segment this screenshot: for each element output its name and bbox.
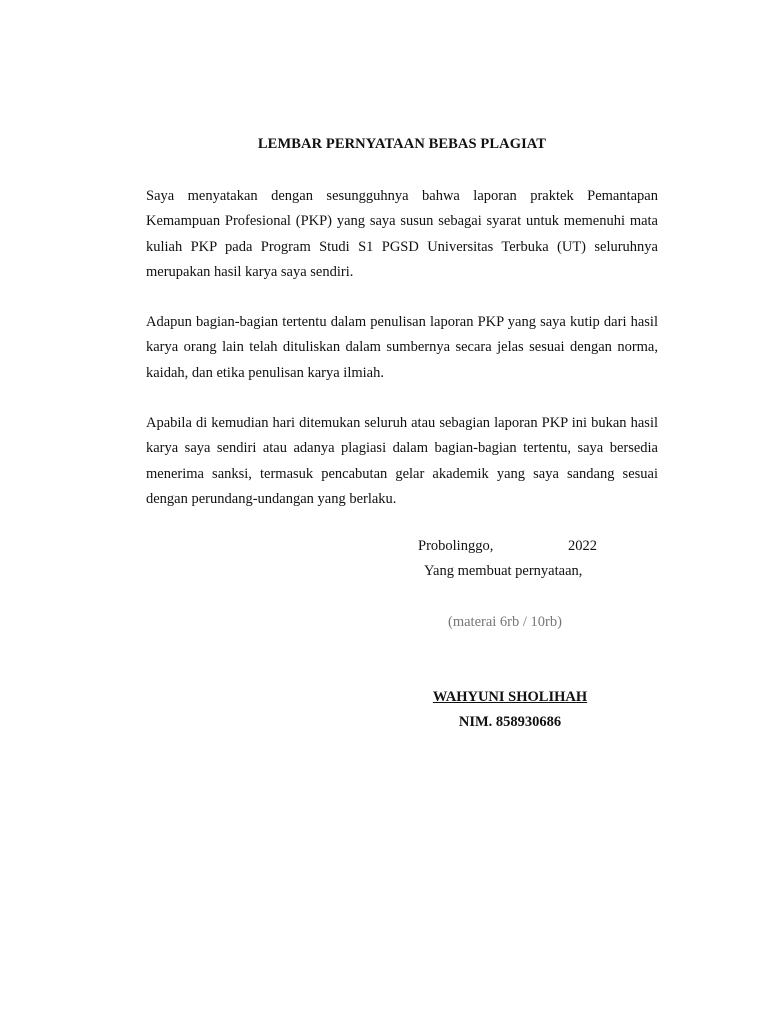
- signatory-name-line: [360, 689, 660, 706]
- signature-place: Probolinggo,: [418, 538, 494, 554]
- signatory-name: WAHYUNI SHOLIHAH: [432, 689, 588, 705]
- document-title: LEMBAR PERNYATAAN BEBAS PLAGIAT: [257, 136, 547, 152]
- signature-year: 2022: [568, 538, 597, 554]
- paragraph-citation: Adapun bagian-bagian tertentu dalam penulisan laporan PKP yang saya kutip dari hasil karya orang lain telah dituliskan dalam sumbernya secara jelas sesuai dengan norma, kaidah, dan etika penulisan karya ilmiah.: [146, 314, 658, 381]
- paragraph-sanction: Apabila di kemudian hari ditemukan seluruh atau sebagian laporan PKP ini bukan hasil karya saya sendiri atau adanya plagiasi dalam bagian-bagian tertentu, saya bersedia menerima sanksi, termasuk pencabutan gelar akademik yang saya sandang sesuai dengan perundang-undangan yang berlaku.: [146, 415, 658, 507]
- stamp-placeholder: (materai 6rb / 10rb): [448, 614, 562, 630]
- signatory-nim: NIM. 858930686: [458, 714, 562, 730]
- paragraph-statement: Saya menyatakan dengan sesungguhnya bahwa laporan praktek Pemantapan Kemampuan Profesional (PKP) yang saya susun sebagai syarat untuk memenuhi mata kuliah PKP pada Program Studi S1 PGSD Universitas Terbuka (UT) seluruhnya merupakan hasil karya saya sendiri.: [146, 188, 658, 280]
- signature-maker-label: Yang membuat pernyataan,: [424, 563, 583, 579]
